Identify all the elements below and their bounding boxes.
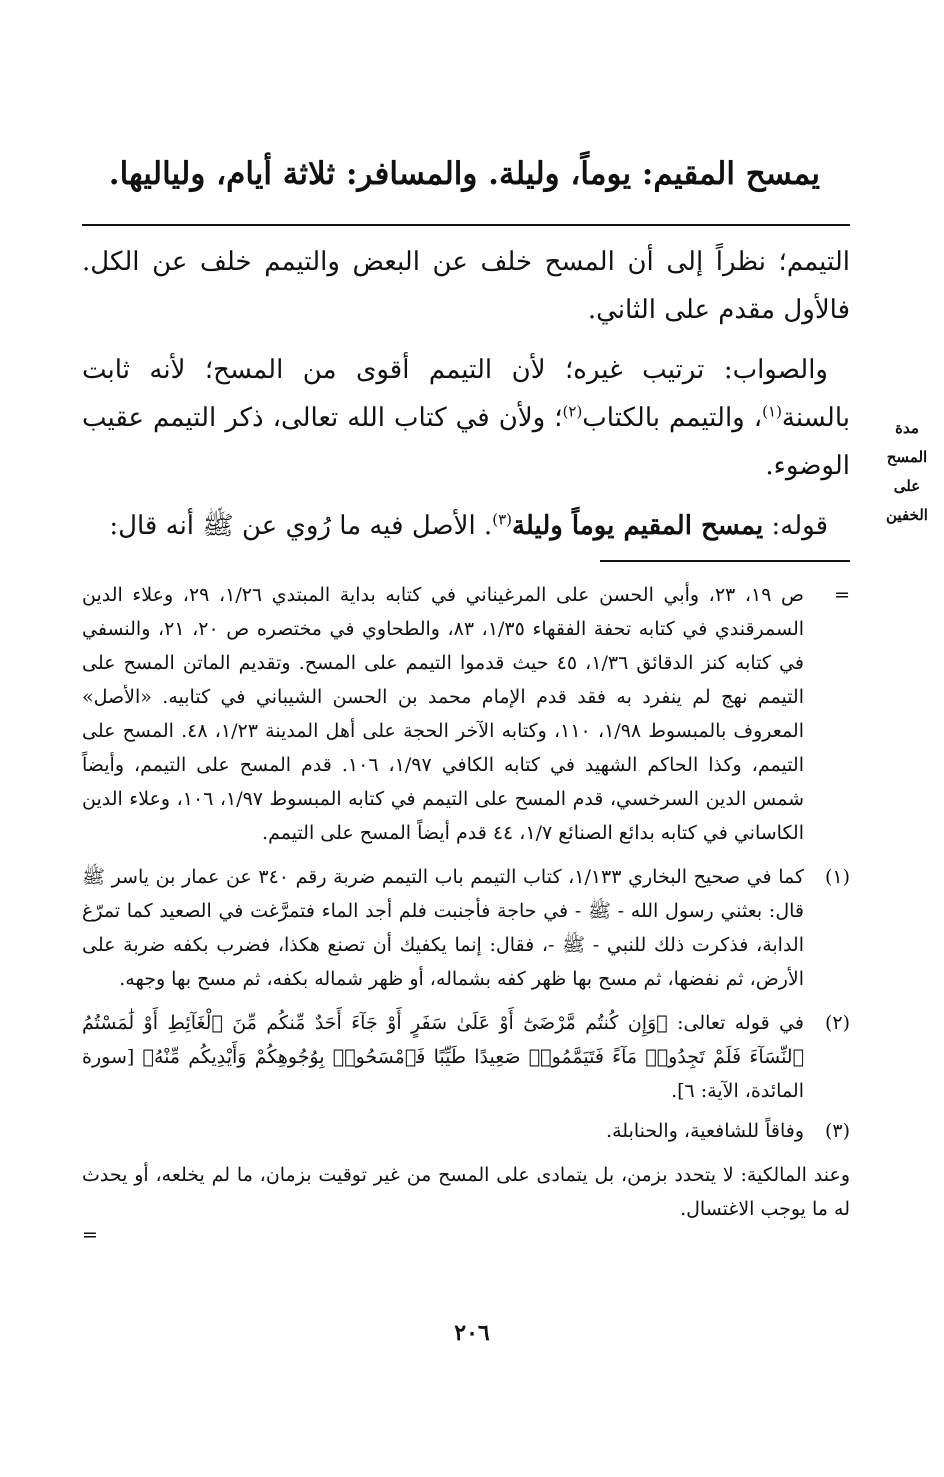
paragraph-3-text-b: . الأصل فيه ما رُوي عن ﷺ أنه قال:	[109, 511, 493, 541]
footnote-2	[82, 1006, 850, 1108]
margin-heading-line-3: على	[893, 477, 921, 495]
footnote-continued-text: ص ١٩، ٢٣، وأبي الحسن على المرغيناني في كتابه بداية المبتدي ١/٢٦، ٢٩، وعلاء الدين السمرقندي في كتابه تحفة الفقهاء ١/٣٥، ٨٣، والطحاوي في مختصره ص ٢٠، ٢١، والنسفي في كتابه كنز الدقائق ١/٣٦، ٤٥ حيث قدموا التيمم على المسح. وتقديم الماتن المسح على التيمم نهج لم ينفرد به فقد قدم الإمام محمد بن الحسن الشيباني في كتابيه. «الأصل» المعروف بالمبسوط ١/٩٨، ١١٠، وكتابه الآخر الحجة على أهل المدينة ١/٢٣، ٤٨. المسح على التيمم، وكذا الحاكم الشهيد في كتابه الكافي ١/٩٧، ١٠٦. قدم المسح على التيمم، وأيضاً شمس الدين السرخسي، قدم المسح على التيمم في كتابه المبسوط ١/٩٧، ١٠٦، وعلاء الدين الكاساني في كتابه بدائع الصنائع ١/٧، ٤٤ قدم أيضاً المسح على التيمم.	[82, 584, 805, 844]
footnote-2-text: في قوله تعالى: ﴿وَإِن كُنتُم مَّرْضَىٰٓ أَوْ عَلَىٰ سَفَرٍ أَوْ جَآءَ أَحَدٌ مِّنكُم مِّنَ ٱلْغَآئِطِ أَوْ لَٰمَسْتُمُ ٱلنِّسَآءَ فَلَمْ تَجِدُوا۟ مَآءً فَتَيَمَّمُوا۟ صَعِيدًا طَيِّبًا فَٱمْسَحُوا۟ بِوُجُوهِكُمْ وَأَيْدِيكُم مِّنْهُ﴾ [سورة المائدة، الآية: ٦].	[82, 1012, 804, 1102]
footnote-continued	[82, 578, 850, 850]
margin-heading-line-2: المسح	[886, 448, 928, 466]
footnote-1-text: كما في صحيح البخاري ١/١٣٣، كتاب التيمم باب التيمم ضربة رقم ٣٤٠ عن عمار بن ياسر ﷺ قال: بعثني رسول الله - ﷺ - في حاجة فأجنبت فلم أجد الماء فتمرَّغت في الصعيد كما تمرّغ الدابة، فذكرت ذلك للنبي - ﷺ -، فقال: إنما يكفيك أن تصنع هكذا، فضرب بكفه ضربة على الأرض، ثم نفضها، ثم مسح بها ظهر كفه بشماله، أو ظهر شماله بكفه، ثم مسح بها وجهه.	[82, 866, 805, 990]
footnote-3-text: وفاقاً للشافعية، والحنابلة.	[606, 1120, 804, 1142]
footnotes-section	[82, 578, 850, 1244]
footnote-3	[82, 1114, 850, 1148]
commentary-paragraph-2	[82, 346, 850, 490]
footnote-1	[82, 860, 850, 996]
footnote-3-continuation	[82, 1158, 850, 1244]
margin-heading-line-4: الخفين	[886, 506, 928, 524]
paragraph-2-text-b: ، والتيمم بالكتاب	[582, 403, 763, 433]
footnote-ref-3[interactable]: (٣)	[492, 510, 512, 529]
margin-heading-line-1: مدة	[895, 419, 919, 437]
footnote-3-number: (٣)	[824, 1120, 850, 1142]
commentary-body	[82, 238, 850, 550]
footnote-ref-1[interactable]: (١)	[762, 402, 782, 421]
footnote-separator	[600, 560, 850, 562]
paragraph-2-text-a: والصواب: ترتيب غيره؛ لأن التيمم أقوى من المسح؛ لأنه ثابت بالسنة	[82, 355, 850, 433]
paragraph-3-text-a: قوله:	[763, 511, 828, 541]
margin-heading	[870, 414, 944, 530]
footnote-3-continuation-text: وعند المالكية: لا يتحدد بزمن، بل يتمادى على المسح من غير توقيت بزمان، ما لم يخلعه، أو يحدث له ما يوجب الاغتسال.	[82, 1164, 850, 1220]
paragraph-2-text-c: ؛ ولأن في كتاب الله تعالى، ذكر التيمم عقيب الوضوء.	[82, 403, 850, 481]
footnote-1-number: (١)	[824, 866, 850, 888]
quoted-matn-heading: يمسح المقيم يوماً وليلة	[511, 511, 764, 541]
footnote-2-number: (٢)	[824, 1012, 850, 1034]
continues-next-page-mark: =	[82, 1224, 98, 1246]
footnote-ref-2[interactable]: (٢)	[562, 402, 583, 421]
matn-separator	[82, 224, 850, 226]
matn-line: يمسح المقيم: يوماً، وليلة. والمسافر: ثلاثة أيام، ولياليها.	[108, 156, 820, 192]
commentary-paragraph-3	[82, 502, 850, 550]
page-number: ٢٠٦	[454, 1320, 490, 1346]
commentary-paragraph-1: التيمم؛ نظراً إلى أن المسح خلف عن البعض والتيمم خلف عن الكل. فالأول مقدم على الثاني.	[82, 247, 850, 325]
continuation-mark: =	[834, 584, 850, 606]
